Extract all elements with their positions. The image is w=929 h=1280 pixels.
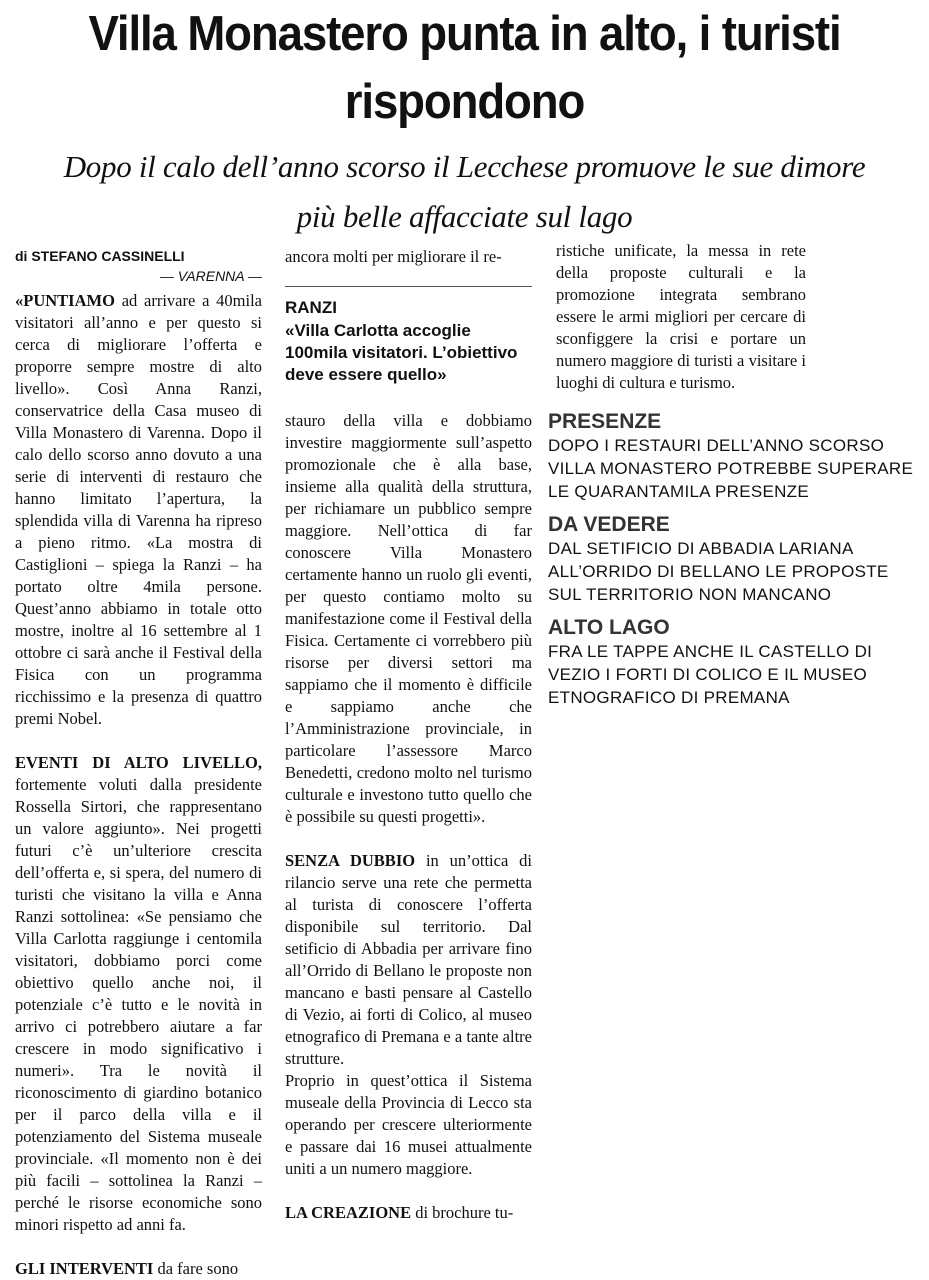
paragraph-lead: EVENTI DI ALTO LIVELLO, — [15, 753, 262, 772]
paragraph: stauro della villa e dobbiamo investire maggiormente sull’aspetto promozionale che è alla base, insieme alla qualità della struttura, per richiamare un pubblico sempre maggiore. Nell’ottica di far conoscere Villa Monastero certamente hanno un ruolo gli eventi, per questo contiamo molto su manifestazione come il Festival della Fisica. Certamente ci vorrebbero più risorse per diversi settori ma sappiamo che il momento è difficile e sappiamo anche che l’Amministrazione provinciale, in particolare l’assessore Marco Benedetti, credono molto nel turismo culturale e investono tutto quello che è possibile su questi progetti». — [285, 411, 532, 826]
fact-box — [548, 513, 920, 606]
paragraph: Proprio in quest’ottica il Sistema museale della Provincia di Lecco sta operando per crescere ulteriormente e passare dai 16 musei attualmente uniti a un numero maggiore. — [285, 1071, 532, 1178]
subheadline-line-2: più belle affacciate sul lago — [296, 199, 633, 234]
paragraph-lead: LA CREAZIONE — [285, 1203, 412, 1222]
paragraph-lead: SENZA DUBBIO — [285, 851, 416, 870]
paragraph-text: ad arrivare a 40mila visitatori all’anno e per questo si cerca di migliorare l’offerta e proporre sempre mostre di alto livello». Così Anna Ranzi, conservatrice della Casa museo di Villa Monastero di Varenna. Dopo il calo dello scorso anno dovuto a una serie di interventi di restauro che hanno limitato l’apertura, la splendida villa di Varenna ha ripreso a pieno ritmo. «La mostra di Castiglioni – spiega la Ranzi – ha portato oltre 4mila persone. Quest’anno abbiamo in totale otto mostre, inoltre al 16 settembre al 1 ottobre ci sarà anche il Festival della Fisica con un programma ricchissimo e la presenza di quattro premi Nobel. — [15, 291, 262, 728]
fact-box-text: DOPO I RESTAURI DELL’ANNO SCORSO VILLA MONASTERO POTREBBE SUPERARE LE QUARANTAMILA PRESENZE — [548, 436, 914, 501]
paragraph — [285, 1202, 532, 1224]
paragraph — [15, 290, 262, 730]
article-column-1 — [15, 290, 262, 1280]
paragraph-text: fortemente voluti dalla presidente Rossella Sirtori, che rappresentano un valore aggiunto». Nei progetti futuri c’è un’ulteriore crescita dell’offerta e, si spera, del numero di turisti che visitano la villa e Anna Ranzi sottolinea: «Se pensiamo che Villa Carlotta raggiunge i centomila visitatori, dobbiamo porci come obiettivo quello anche noi, il potenziale c’è tutto e le novità in arrivo ci potrebbero aiutare a far crescere in modo significativo i numeri». Tra le novità il riconoscimento di giardino botanico per il parco della villa e il potenziamento del Sistema museale provinciale. «Il momento non è dei più facili – sottolinea la Ranzi – perché le risorse economiche sono minori rispetto ad anni fa. — [15, 775, 262, 1234]
paragraph-lead: GLI INTERVENTI — [15, 1259, 154, 1278]
fact-box-text: FRA LE TAPPE ANCHE IL CASTELLO DI VEZIO I FORTI DI COLICO E IL MUSEO ETNOGRAFICO DI PREMANA — [548, 642, 873, 707]
paragraph-text: ancora molti per migliorare il re- — [285, 247, 502, 266]
fact-box-label: DA VEDERE — [548, 513, 670, 536]
headline-line-2: rispondono — [344, 75, 585, 129]
headline — [33, 0, 897, 136]
byline-author: di STEFANO CASSINELLI — [15, 248, 185, 264]
article-column-2 — [285, 410, 532, 1224]
divider — [285, 286, 532, 287]
paragraph — [15, 752, 262, 1236]
paragraph-text: di brochure tu- — [411, 1203, 514, 1222]
pull-quote-kicker: RANZI — [285, 298, 337, 317]
headline-line-1: Villa Monastero punta in alto, i turisti — [88, 7, 841, 61]
fact-box-text: DAL SETIFICIO DI ABBADIA LARIANA ALL’ORRIDO DI BELLANO LE PROPOSTE SUL TERRITORIO NON MANCANO — [548, 539, 889, 604]
paragraph: ristiche unificate, la messa in rete della proposte culturali e la promozione integrata sembrano essere le armi migliori per cercare di sconfiggere la crisi e portare un numero maggiore di turisti a visitare i luoghi di cultura e turismo. — [556, 241, 806, 392]
fact-box-label: PRESENZE — [548, 410, 662, 433]
fact-box-label: ALTO LAGO — [548, 616, 670, 639]
subheadline-line-1: Dopo il calo dell’anno scorso il Lecchese promuove le sue dimore — [63, 149, 866, 184]
fact-box — [548, 616, 920, 709]
byline-place: — VARENNA — — [159, 268, 262, 284]
subheadline — [0, 142, 929, 242]
paragraph — [15, 1258, 262, 1280]
fact-boxes — [548, 410, 920, 719]
paragraph-text: da fare sono — [153, 1259, 239, 1278]
paragraph — [285, 850, 532, 1070]
paragraph-text: in un’ottica di rilancio serve una rete che permetta al turista di conoscere l’offerta disponibile sul territorio. Dal setificio di Abbadia per arrivare fino all’Orrido di Bellano le proposte non mancano e basti pensare al Castello di Vezio, ai forti di Colico, al museo etnografico di Premana e a tante altre strutture. — [285, 851, 532, 1068]
article-column-3 — [556, 240, 806, 394]
pull-quote — [285, 296, 532, 386]
pull-quote-text: «Villa Carlotta accoglie 100mila visitatori. L’obiettivo deve essere quello» — [285, 321, 518, 384]
article-column-2-top — [285, 246, 532, 268]
paragraph-lead: «PUNTIAMO — [15, 291, 115, 310]
fact-box — [548, 410, 920, 503]
byline — [15, 246, 262, 286]
